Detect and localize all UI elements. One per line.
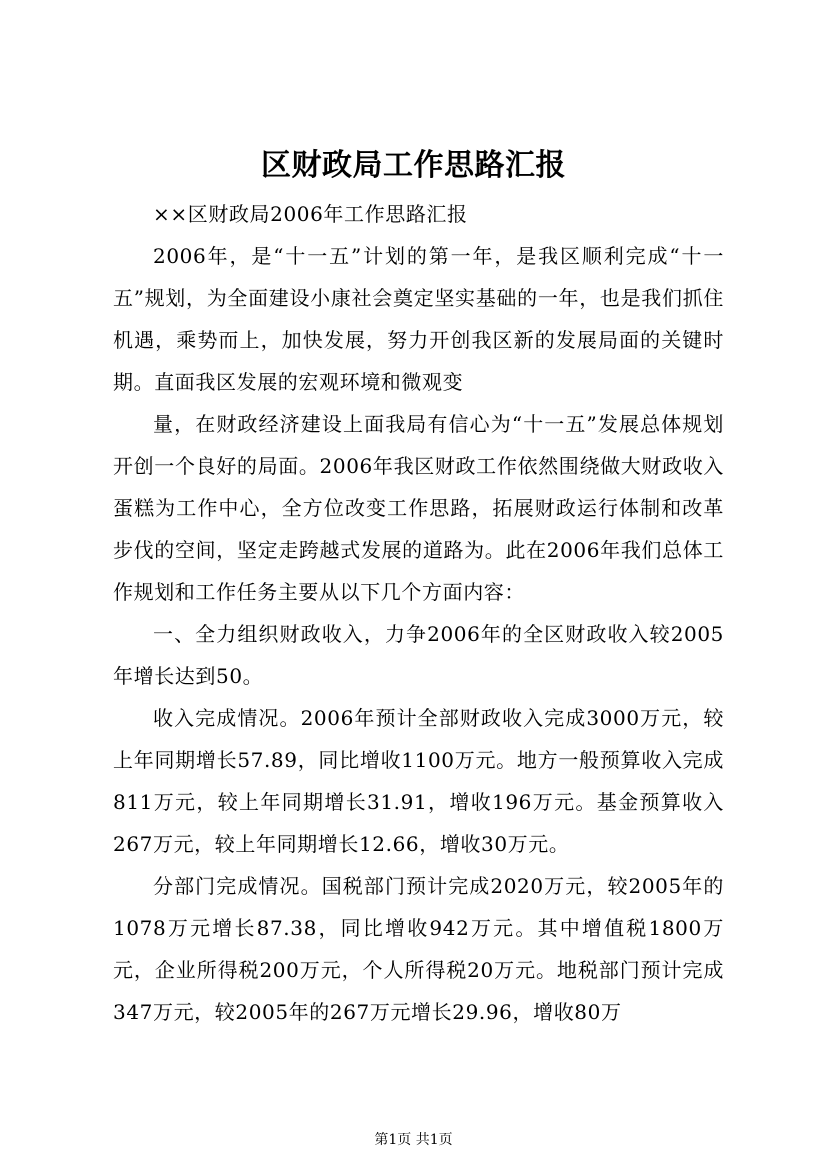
paragraph-continuation: 量，在财政经济建设上面我局有信心为“十一五”发展总体规划开创一个良好的局面。2006年我区财政工作依然围绕做大财政收入蛋糕为工作中心，全方位改变工作思路，拓展财政运行体制和改革步伐的空间，坚定走跨越式发展的道路为。此在2006年我们总体工作规划和工作任务主要从以下几个方面内容：	[113, 412, 724, 604]
paragraph-department-completion: 分部门完成情况。国税部门预计完成2020万元，较2005年的1078万元增长87.38，同比增收942万元。其中增值税1800万元，企业所得税200万元，个人所得税20万元。地税部门预计完成347万元，较2005年的267万元增长29.96，增收80万	[113, 874, 724, 1024]
document-title: 区财政局工作思路汇报	[261, 148, 566, 183]
paragraph-subtitle: ××区财政局2006年工作思路汇报	[153, 202, 468, 226]
paragraph-revenue-completion: 收入完成情况。2006年预计全部财政收入完成3000万元，较上年同期增长57.89，同比增收1100万元。地方一般预算收入完成811万元，较上年同期增长31.91，增收196万元。基金预算收入267万元，较上年同期增长12.66，增收30万元。	[113, 706, 724, 856]
paragraph-section-one: 一、全力组织财政收入，力争2006年的全区财政收入较2005年增长达到50。	[113, 622, 724, 688]
paragraph-intro: 2006年，是“十一五”计划的第一年，是我区顺利完成“十一五”规划，为全面建设小康社会奠定坚实基础的一年，也是我们抓住机遇，乘势而上，加快发展，努力开创我区新的发展局面的关键时期。直面我区发展的宏观环境和微观变	[113, 244, 724, 394]
page-footer: 第1页 共1页	[374, 1132, 453, 1148]
document-body	[113, 193, 724, 1033]
